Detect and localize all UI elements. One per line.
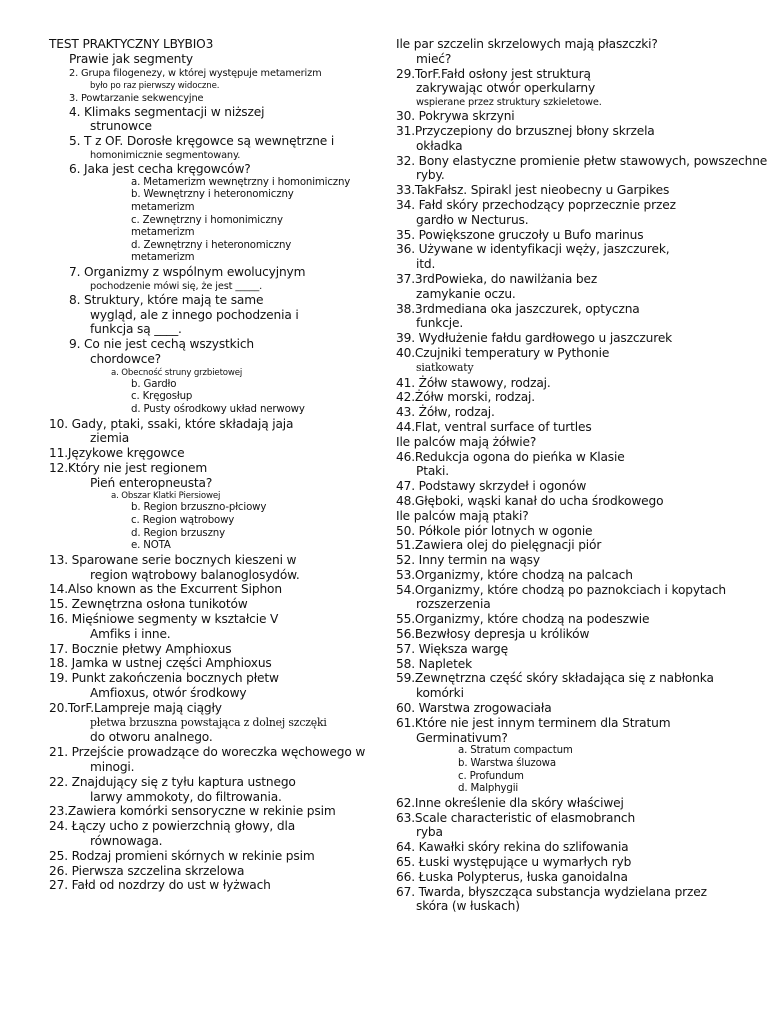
right-line: 57. Większa wargę [396, 641, 508, 656]
right-line: Ile palców mają żółwie? [396, 434, 537, 449]
right-line: 47. Podstawy skrzydeł i ogonów [396, 479, 587, 494]
right-line: 64. Kawałki skóry rekina do szlifowania [396, 840, 629, 855]
left-line: chordowce? [90, 351, 162, 366]
right-line: 36. Używane w identyfikacji węży, jaszczurek, [396, 242, 670, 257]
left-line: 22. Znajdujący się z tyłu kaptura ustnego [49, 774, 296, 789]
left-line: region wątrobowy balanoglosydów. [90, 567, 300, 582]
left-line: 14.Also known as the Excurrent Siphon [49, 582, 282, 597]
left-line: TEST PRAKTYCZNY LBYBIO3 [49, 37, 214, 51]
right-line: Germinativum? [416, 730, 508, 745]
right-line: gardło w Necturus. [416, 212, 529, 227]
left-line: 24. Łączy ucho z powierzchnią głowy, dla [49, 819, 296, 834]
left-line: 19. Punkt zakończenia bocznych płetw [49, 671, 279, 686]
right-line: wspierane przez struktury szkieletowe. [416, 97, 602, 109]
left-line: strunowce [90, 119, 152, 134]
right-line: 39. Wydłużenie fałdu gardłowego u jaszczurek [396, 331, 673, 346]
right-line: 66. Łuska Polypterus, łuska ganoidalna [396, 869, 628, 884]
left-line: 4. Klimaks segmentacji w niższej [69, 104, 265, 119]
left-line: 13. Sparowane serie bocznych kieszeni w [49, 552, 297, 567]
right-line: 50. Półkole piór lotnych w ogonie [396, 523, 593, 538]
right-line: 60. Warstwa zrogowaciała [396, 701, 552, 716]
left-line: b. Gardło [131, 378, 177, 390]
right-line: 51.Zawiera olej do pielęgnacji piór [396, 538, 602, 553]
left-line: 11.Językowe kręgowce [49, 446, 185, 461]
right-line: 58. Napletek [396, 656, 472, 671]
left-line: larwy ammokoty, do filtrowania. [90, 789, 282, 804]
right-line: 31.Przyczepiony do brzusznej błony skrzela [396, 123, 655, 138]
right-line: 41. Żółw stawowy, rodzaj. [396, 375, 551, 390]
right-line: 32. Bony elastyczne promienie płetw stawowych, powszechne [396, 153, 768, 168]
right-line: 48.Głęboki, wąski kanał do ucha środkowego [396, 493, 664, 508]
left-line: 25. Rodzaj promieni skórnych w rekinie psim [49, 848, 315, 863]
left-line: minogi. [90, 760, 135, 775]
right-line: 56.Bezwłosy depresja u królików [396, 627, 590, 642]
left-line: było po raz pierwszy widoczne. [90, 80, 220, 91]
left-line: 17. Bocznie płetwy Amphioxus [49, 641, 232, 656]
right-line: 30. Pokrywa skrzyni [396, 109, 515, 124]
right-line: 67. Twarda, błyszcząca substancja wydzielana przez [396, 884, 707, 899]
left-line: homonimicznie segmentowany. [90, 149, 241, 161]
right-line: 65. Łuski występujące u wymarłych ryb [396, 855, 632, 870]
left-line: c. Zewnętrzny i homonimiczny [131, 214, 283, 226]
right-line: d. Malphygii [458, 783, 519, 795]
left-line: a. Metamerizm wewnętrzny i homonimiczny [131, 176, 351, 188]
right-line: siatkowaty [416, 360, 474, 374]
left-line: 27. Fałd od nozdrzy do ust w łyżwach [49, 878, 271, 893]
left-line: 23.Zawiera komórki sensoryczne w rekinie psim [49, 804, 336, 819]
right-line: 59.Zewnętrzna część skóry składająca się z nabłonka [396, 671, 714, 686]
left-line: 8. Struktury, które mają te same [69, 292, 264, 307]
left-line: a. Obecność struny grzbietowej [111, 367, 243, 378]
left-column [49, 37, 389, 893]
left-line: 10. Gady, ptaki, ssaki, które składają jaja [49, 416, 294, 431]
right-line: okładka [416, 138, 463, 153]
right-line: komórki [416, 686, 464, 701]
left-line: 7. Organizmy z wspólnym ewolucyjnym [69, 264, 306, 279]
left-line: a. Obszar Klatki Piersiowej [111, 491, 221, 502]
left-line: d. Region brzuszny [131, 527, 225, 539]
left-line: Amfiks i inne. [90, 626, 171, 641]
left-line: Amfioxus, otwór środkowy [90, 686, 247, 701]
left-line: metamerizm [131, 201, 195, 213]
left-line: 16. Mięśniowe segmenty w kształcie V [49, 612, 279, 627]
right-line: 55.Organizmy, które chodzą na podeszwie [396, 612, 650, 627]
right-line: b. Warstwa śluzowa [458, 758, 556, 770]
right-line: rozszerzenia [416, 597, 491, 612]
left-line: płetwa brzuszna powstająca z dolnej szczęki [90, 715, 327, 729]
right-line: 35. Powiększone gruczoły u Bufo marinus [396, 227, 644, 242]
right-line: Ile palców mają ptaki? [396, 508, 529, 523]
right-line: skóra (w łuskach) [416, 899, 520, 914]
left-line: e. NOTA [131, 540, 171, 552]
left-line: 9. Co nie jest cechą wszystkich [69, 337, 254, 352]
left-line: c. Kręgosłup [131, 391, 193, 403]
left-line: 21. Przejście prowadzące do woreczka węchowego w [49, 745, 366, 760]
left-line: 3. Powtarzanie sekwencyjne [69, 92, 204, 104]
left-line: równowaga. [90, 834, 163, 848]
right-line: 38.3rdmediana oka jaszczurek, optyczna [396, 301, 640, 316]
left-line: wygląd, ale z innego pochodzenia i [90, 307, 299, 322]
right-line: funkcje. [416, 316, 464, 331]
right-line: 63.Scale characteristic of elasmobranch [396, 810, 636, 825]
right-line: 42.Żółw morski, rodzaj. [396, 390, 535, 405]
left-line: 20.TorF.Lampreje mają ciągły [49, 700, 222, 715]
left-line: d. Zewnętrzny i heteronomiczny [131, 239, 292, 251]
right-line: 53.Organizmy, które chodzą na palcach [396, 567, 633, 582]
left-line: b. Region brzuszno-płciowy [131, 502, 267, 514]
left-line: 12.Który nie jest regionem [49, 460, 208, 475]
right-line: mieć? [416, 51, 452, 66]
left-line: 5. T z OF. Dorosłe kręgowce są wewnętrzne i [69, 134, 335, 149]
left-line: d. Pusty ośrodkowy układ nerwowy [131, 403, 305, 415]
left-line: Pień enteropneusta? [90, 475, 213, 490]
right-line: 29.TorF.Fałd osłony jest strukturą [396, 66, 591, 81]
right-line: 62.Inne określenie dla skóry właściwej [396, 795, 624, 810]
left-line: 18. Jamka w ustnej części Amphioxus [49, 656, 272, 671]
left-line: 26. Pierwsza szczelina skrzelowa [49, 863, 245, 878]
right-line: zakrywając otwór operkularny [416, 81, 596, 96]
right-line: a. Stratum compactum [458, 745, 573, 757]
right-line: 34. Fałd skóry przechodzący poprzecznie przez [396, 197, 676, 212]
left-line: do otworu analnego. [90, 730, 213, 745]
right-line: 37.3rdPowieka, do nawilżania bez [396, 271, 598, 286]
right-column [396, 37, 766, 914]
left-line: pochodzenie mówi się, że jest _____. [90, 280, 263, 292]
right-line: itd. [416, 257, 436, 272]
right-line: Ptaki. [416, 464, 450, 479]
left-line: b. Wewnętrzny i heteronomiczny [131, 189, 294, 201]
right-line: 61.Które nie jest innym terminem dla Stratum [396, 715, 671, 730]
right-line: zamykanie oczu. [416, 286, 516, 301]
right-line: 46.Redukcja ogona do pieńka w Klasie [396, 449, 625, 464]
left-line: funkcja są ____. [90, 322, 182, 337]
right-line: 44.Flat, ventral surface of turtles [396, 419, 592, 434]
right-line: 33.TakFałsz. Spirakl jest nieobecny u Garpikes [396, 183, 670, 198]
right-line: 43. Żółw, rodzaj. [396, 405, 495, 420]
left-line: 15. Zewnętrzna osłona tunikotów [49, 597, 248, 612]
left-line: metamerizm [131, 252, 195, 264]
right-line: ryba [416, 825, 443, 840]
left-line: ziemia [90, 431, 130, 446]
left-line: Prawie jak segmenty [69, 51, 193, 66]
right-line: ryby. [416, 168, 445, 183]
right-line: 40.Czujniki temperatury w Pythonie [396, 345, 610, 360]
left-line: 6. Jaka jest cecha kręgowców? [69, 161, 251, 176]
left-line: c. Region wątrobowy [131, 515, 235, 527]
right-line: 54.Organizmy, które chodzą po paznokciach i kopytach [396, 582, 727, 597]
left-line: 2. Grupa filogenezy, w której występuje metamerizm [69, 67, 322, 79]
right-line: Ile par szczelin skrzelowych mają płaszczki? [396, 37, 658, 51]
right-line: 52. Inny termin na wąsy [396, 553, 540, 568]
left-line: metamerizm [131, 227, 195, 239]
right-line: c. Profundum [458, 770, 524, 782]
